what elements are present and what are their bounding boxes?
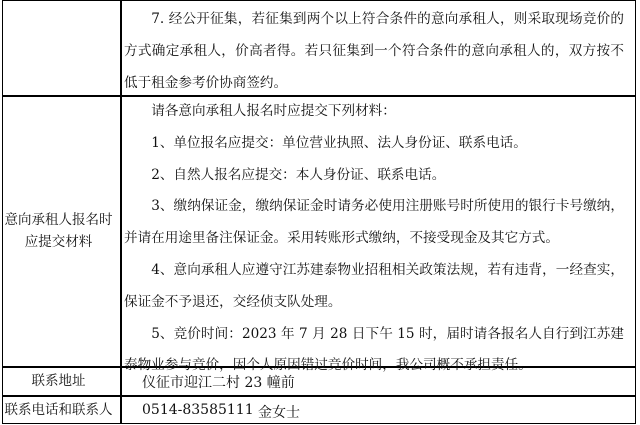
materials-label-line2: 应提交材料 [24,233,93,250]
materials-item-3: 3、缴纳保证金，缴纳保证金时请务必使用注册账号时所使用的银行卡号缴纳，并请在用途里备注保证金。采用转账形式缴纳，不接受现金及其它方式。 [124,198,624,247]
materials-item-2: 2、自然人报名应提交：本人身份证、联系电话。 [151,166,446,183]
materials-item-5: 5、竞价时间：2023 年 7 月 28 日下午 15 时，届时请各报名人自行到江苏建泰物业参与竞价，因个人原因错过竞价时间，我公司概不承担责任。 [124,325,624,374]
clause-7-cell [124,4,624,99]
materials-item-4: 4、意向承租人应遵守江苏建泰物业招租相关政策法规，若有违背，一经查实，保证金不予退还，交经侦支队处理。 [124,261,624,310]
contact-label: 联系电话和联系人 [4,402,113,418]
materials-label-line1: 意向承租人报名时 [4,211,113,228]
clause-7-text: 7. 经公开征集，若征集到两个以上符合条件的意向承租人，则采取现场竞价的方式确定承租人，价高者得。若只征集到一个符合条件的意向承租人的，双方按不低于租金参考价协商签约。 [124,11,624,91]
address-label: 联系地址 [31,372,86,389]
materials-item-1: 1、单位报名应提交：单位营业执照、法人身份证、联系电话。 [151,134,527,151]
column-divider [120,1,122,423]
materials-label [0,96,117,365]
contact-phone: 0514-83585111 [142,402,254,418]
materials-intro: 请各意向承租人报名时应提交下列材料： [151,103,396,119]
address-value: 仪征市迎江二村 23 幢前 [142,375,295,391]
materials-cell [124,96,624,382]
contact-person: 金女士 [258,405,300,421]
